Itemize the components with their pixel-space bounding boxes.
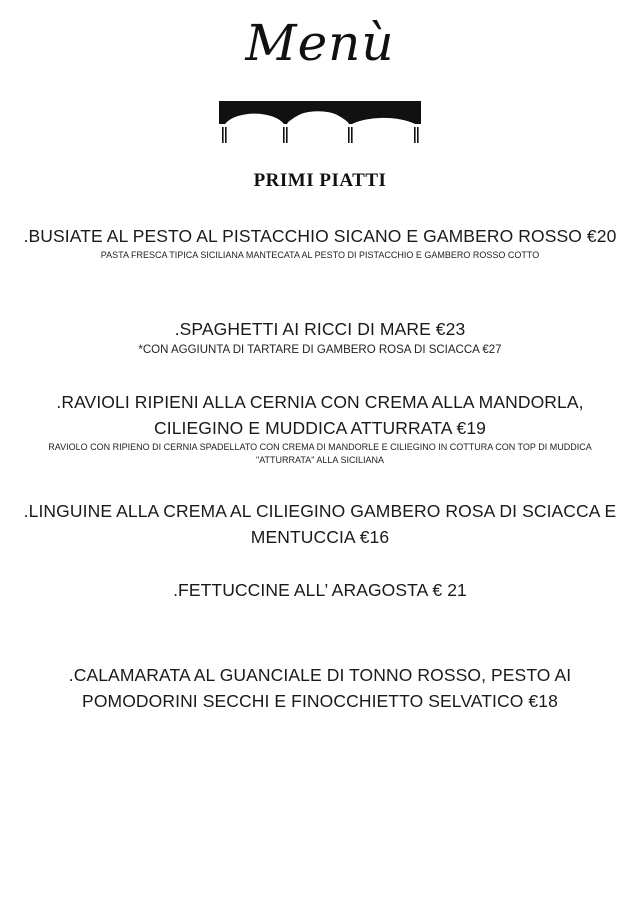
dish-name-line-1: .RAVIOLI RIPIENI ALLA CERNIA CON CREMA ALLA MANDORLA, bbox=[56, 392, 584, 412]
dish-name: .SPAGHETTI AI RICCI DI MARE €23 bbox=[174, 319, 466, 339]
menu-item-fettuccine bbox=[0, 577, 640, 603]
dish-name: .BUSIATE AL PESTO AL PISTACCHIO SICANO E GAMBERO ROSSO €20 bbox=[23, 226, 617, 246]
menu-item-spaghetti bbox=[0, 316, 640, 358]
menu-title: Menù bbox=[245, 14, 395, 72]
section-title-primi-piatti: PRIMI PIATTI bbox=[253, 170, 387, 191]
dish-description: PASTA FRESCA TIPICA SICILIANA MANTECATA AL PESTO DI PISTACCHIO E GAMBERO ROSSO COTTO bbox=[100, 250, 540, 260]
menu-item-calamarata bbox=[0, 662, 640, 714]
dish-name-line-2: CILIEGINO E MUDDICA ATTURRATA €19 bbox=[154, 418, 486, 438]
dish-note: *CON AGGIUNTA DI TARTARE DI GAMBERO ROSA DI SCIACCA €27 bbox=[138, 344, 502, 356]
arch-colonnade-icon bbox=[219, 101, 421, 143]
dish-description-line-2: "ATTURRATA" ALLA SICILIANA bbox=[256, 455, 384, 465]
menu-item-linguine bbox=[0, 498, 640, 550]
dish-name-line-1: .LINGUINE ALLA CREMA AL CILIEGINO GAMBERO ROSA DI SCIACCA E bbox=[23, 501, 617, 521]
dish-name-line-2: MENTUCCIA €16 bbox=[250, 527, 390, 547]
dish-name-line-1: .CALAMARATA AL GUANCIALE DI TONNO ROSSO, PESTO AI bbox=[68, 665, 572, 685]
dish-name: .FETTUCCINE ALL’ ARAGOSTA € 21 bbox=[173, 580, 467, 600]
dish-name-line-2: POMODORINI SECCHI E FINOCCHIETTO SELVATICO €18 bbox=[82, 691, 558, 711]
menu-item-busiate bbox=[0, 223, 640, 262]
dish-description-line-1: RAVIOLO CON RIPIENO DI CERNIA SPADELLATO CON CREMA DI MANDORLE E CILIEGINO IN COTTURA CON TOP DI MUDDICA bbox=[48, 442, 592, 452]
menu-item-ravioli bbox=[0, 389, 640, 467]
